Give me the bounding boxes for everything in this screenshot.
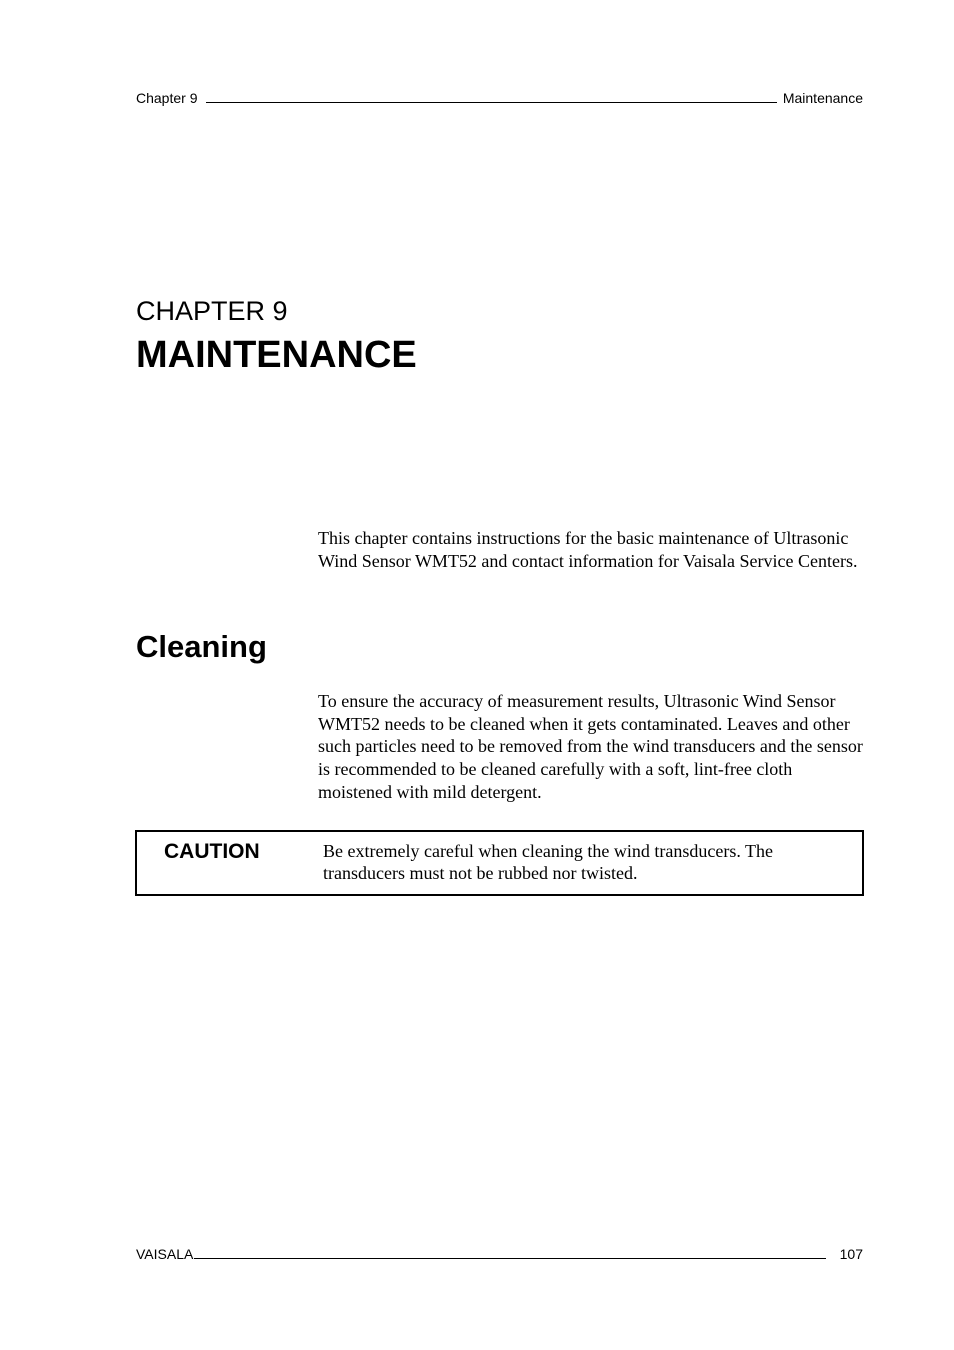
- caution-text: Be extremely careful when cleaning the wind transducers. The transducers must not be rubbed nor twisted.: [323, 841, 773, 883]
- footer-rule: [194, 1257, 825, 1259]
- page-number: 107: [839, 1246, 863, 1262]
- header-rule: [206, 101, 776, 103]
- chapter-title: MAINTENANCE: [136, 334, 417, 376]
- page-header: [136, 86, 863, 106]
- footer-company: VAISALA: [136, 1246, 194, 1262]
- header-section: Maintenance: [782, 90, 863, 106]
- intro-paragraph: This chapter contains instructions for the basic maintenance of Ultrasonic Wind Sensor WMT52 and contact information for Vaisala Service Centers.: [318, 528, 858, 571]
- section-heading-cleaning: Cleaning: [136, 629, 267, 664]
- caution-box: [135, 830, 864, 896]
- page-footer: [136, 1242, 863, 1262]
- chapter-number: CHAPTER 9: [136, 296, 288, 326]
- caution-label: CAUTION: [164, 840, 260, 863]
- cleaning-paragraph: To ensure the accuracy of measurement results, Ultrasonic Wind Sensor WMT52 needs to be cleaned when it gets contaminated. Leaves and other such particles need to be removed from the wind transducers and the sensor is recommended to be cleaned carefully with a soft, lint-free cloth moistened with mild detergent.: [318, 691, 863, 802]
- header-chapter: Chapter 9: [136, 90, 198, 106]
